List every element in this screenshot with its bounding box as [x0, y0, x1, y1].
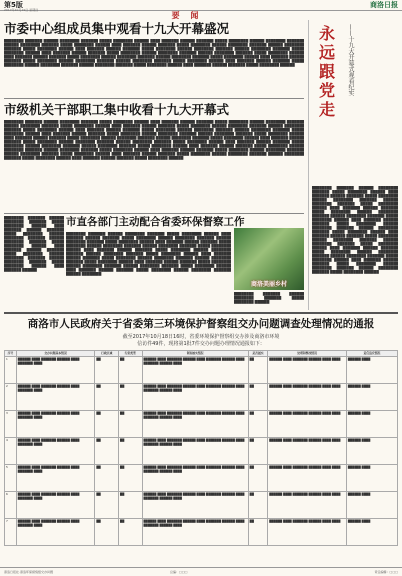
article-3-side-text: ████████ ███████ ██████ ████████ ███████ █████ ████████ ██████ ████ ███████ ██████ ███████ █████ ████████ ██████ ████████ ███████ ██████ ████████ ███████ █████ ████████ ██████ ████ ███████ ██████ ███████ █████ ████████ ██████ ████████ ███████ ██████ ████████ ███████ █████ ████████ ██████ ████ ███████ ██████ — [4, 216, 64, 272]
th-accountability: 责任追究情况 — [346, 351, 397, 357]
article-2-title: 市级机关干部职工集中收看十九大开幕式 — [4, 102, 230, 117]
sidebar-char: 远 — [318, 43, 335, 62]
divider — [4, 213, 304, 214]
date-line: 2017年10月19日 星期四 — [4, 8, 39, 12]
article-3-title: 市直各部门主动配合省委环保督察工作 — [66, 216, 245, 228]
sidebar-body: ████████ ███████ ██████ ████████ ███████ █████ ████████ ██████ ████ ███████ ██████ ███████ █████ ████████ ██████ ████████ ███████ ██████ ████████ ███████ █████ ████████ ██████ ████ ███████ ██████ ███████ █████ ████████ ██████ ████████ ███████ ██████ ████████ ███████ █████ ████████ ██████ ████ ███████ ██████ ███████ █████ ████████ ██████ ████████ ███████ ██████ ████████ ███████ █████ ████████ ██████ ████ ███████ ██████ ███████ █████ ████████ ██████ ████████ ███████ ██████ ████████ ███████ █████ ████████ ██████ ████ ███████ ██████ ███████ █████ ████████ ██████ ████████ ███████ ██████ ████████ ███████ █████ ████████ ██████ ████ ███████ ██████ ███████ █████ ████████ ██████ ████████ ███████ ██████ ████████ ███████ █████ ████████ ██████ — [312, 186, 398, 274]
table-row: 7 ██████ ████ ███████ ██████ ████ ███████ ████ ██ ██ ██████ ████ ███████ ██████ ████ ███████ ██████ ████ ███████ ██████ ████ ██ ██████ ████ ███████ ██████ ████ ████ ██████ ████ — [5, 519, 398, 546]
newspaper-logo: 商洛日报 — [370, 0, 398, 9]
table-row: 4 ██████ ████ ███████ ██████ ████ ███████ ████ ██ ██ ██████ ████ ███████ ██████ ████ ███████ ██████ ████ ███████ ██████ ████ ██ ██████ ████ ███████ ██████ ████ ████ ██████ ████ — [5, 438, 398, 465]
news-photo — [234, 228, 304, 290]
case-table — [4, 350, 398, 565]
th-index: 序号 — [5, 351, 17, 357]
sidebar-char: 跟 — [318, 62, 335, 81]
footer-right: 责任编辑：□□□ — [374, 570, 398, 574]
article-3-body: ████████ ███████ ██████ ████████ ███████ █████ ████████ ██████ ████ ███████ ██████ ███████ █████ ████████ ██████ ████████ ███████ ██████ ████████ ███████ █████ ████████ ██████ ████ ███████ ██████ ███████ █████ ████████ ██████ ████████ ███████ ██████ ████████ ███████ █████ ████████ ██████ ████ ███████ ██████ ███████ █████ ████████ ██████ ████████ ███████ ██████ ████████ ███████ █████ ████████ ██████ ████ ███████ ██████ ███████ █████ ████████ ██████ ████████ ███████ ██████ ████████ ███████ █████ ████████ ██████ ████ ███████ ██████ ███████ █████ ████████ ██████ ████████ ███████ ██████ ████████ ███████ █████ ████████ ██████ ████ ███████ ██████ ███████ █████ ████████ ██████ ████████ ███████ ██████ ████████ — [66, 232, 231, 276]
article-2-body: ████████ ███████ ██████ ████████ ███████ █████ ████████ ██████ ████ ███████ ██████ ███████ █████ ████████ ██████ ████████ ███████ ██████ ████████ ███████ █████ ████████ ██████ ████ ███████ ██████ ███████ █████ ████████ ██████ ████████ ███████ ██████ ████████ ███████ █████ ████████ ██████ ████ ███████ ██████ ███████ █████ ████████ ██████ ████████ ███████ ██████ ████████ ███████ █████ ████████ ██████ ████ ███████ ██████ ███████ █████ ████████ ██████ ████████ ███████ ██████ ████████ ███████ █████ ████████ ██████ ████ ███████ ██████ ███████ █████ ████████ ██████ ████████ ███████ ██████ ████████ ███████ █████ ████████ ██████ ████ ███████ ██████ ███████ █████ ████████ ██████ ████████ ███████ ██████ ████████ ███████ █████ ████████ ██████ ████ ███████ ██████ ███████ █████ ████████ ██████ ████████ ███████ ██████ ████████ ███████ █████ ████████ ██████ ████ ███████ ██████ ███████ █████ ████████ ██████ ████████ ███████ ██████ ████████ ███████ █████ ████████ ██████ ████ ███████ ██████ ███████ █████ ████████ ██████ ████████ ███████ ██████ ████████ ███████ █████ ████████ ██████ ████ ███████ ██████ ███████ █████ ████████ ██████ ████████ ███████ ██████ ████████ ███████ █████ ████████ ██████ ████ ███████ ██████ ███████ █████ ████████ ██████ — [4, 120, 304, 160]
th-problem: 交办问题基本情况 — [16, 351, 95, 357]
notice-subtitle-2: 信访件49件，现将第1批7件交办问题办理情况通报如下： — [137, 341, 265, 347]
footer-left: 商洛日报社·商洛环保督察组交办问题 — [4, 570, 53, 574]
article-1-title: 市委中心组成员集中观看十九大开幕盛况 — [4, 21, 230, 36]
footer-center: 总编：□□□ — [170, 570, 188, 574]
th-type: 污染类型 — [118, 351, 142, 357]
divider — [4, 312, 398, 314]
page-number: 第5版 — [4, 1, 23, 9]
table-row: 6 ██████ ████ ███████ ██████ ████ ███████ ████ ██ ██ ██████ ████ ███████ ██████ ████ ███████ ██████ ████ ███████ ██████ ████ ██ ██████ ████ ███████ ██████ ████ ████ ██████ ████ — [5, 492, 398, 519]
photo-caption: 商洛美丽乡村 — [250, 281, 287, 288]
section-tag: 要 闻 — [171, 11, 203, 20]
notice-subtitle: 截至2017年10月18日16时，省委环境保护督察组交办涉及商洛市环境 — [122, 334, 280, 340]
table-row: 1 ██████ ████ ███████ ██████ ████ ███████ ████ ██ ██ ██████ ████ ███████ ██████ ████ ███████ ██████ ████ ███████ ██████ ████ ██ ██████ ████ ███████ ██████ ████ ████ ██████ ████ — [5, 357, 398, 384]
sidebar-char: 党 — [318, 81, 335, 100]
th-region: 行政区域 — [95, 351, 119, 357]
th-handling: 处理和整改情况 — [268, 351, 347, 357]
th-investigation: 调查核实情况 — [142, 351, 248, 357]
sidebar-subtitle: ——十九大开幕式观看纪实 — [347, 24, 354, 96]
table-row: 2 ██████ ████ ███████ ██████ ████ ███████ ████ ██ ██ ██████ ████ ███████ ██████ ████ ███████ ██████ ████ ███████ ██████ ████ ██ ██████ ████ ███████ ██████ ████ ████ ██████ ████ — [5, 384, 398, 411]
table-row: 5 ██████ ████ ███████ ██████ ████ ███████ ████ ██ ██ ██████ ████ ███████ ██████ ████ ███████ ██████ ████ ███████ ██████ ████ ██ ██████ ████ ███████ ██████ ████ ████ ██████ ████ — [5, 465, 398, 492]
sidebar-title — [312, 24, 342, 184]
article-1-body: ████████ ███████ ██████ ████████ ███████ █████ ████████ ██████ ████ ███████ ██████ ███████ █████ ████████ ██████ ████████ ███████ ██████ ████████ ███████ █████ ████████ ██████ ████ ███████ ██████ ███████ █████ ████████ ██████ ████████ ███████ ██████ ████████ ███████ █████ ████████ ██████ ████ ███████ ██████ ███████ █████ ████████ ██████ ████████ ███████ ██████ ████████ ███████ █████ ████████ ██████ ████ ███████ ██████ ███████ █████ ████████ ██████ ████████ ███████ ██████ ████████ ███████ █████ ████████ ██████ ████ ███████ ██████ ███████ █████ ████████ ██████ ████████ ███████ ██████ ████████ ███████ █████ ████████ ██████ ████ ███████ ██████ ███████ █████ ████████ ██████ ████████ ███████ ██████ ████████ ███████ █████ ████████ ██████ ████ ███████ ██████ ███████ █████ ████████ ██████ ████████ ███████ ██████ ████████ ███████ █████ ████████ ██████ ████ ███████ ██████ ███████ █████ ████████ ██████ — [4, 39, 304, 67]
divider — [4, 98, 304, 99]
photo-description: ████████ ███████ ██████ ████████ ███████ █████ ████████ ██████ — [234, 292, 304, 304]
th-verified: 是否属实 — [248, 351, 268, 357]
notice-title: 商洛市人民政府关于省委第三环境保护督察组交办问题调查处理情况的通报 — [27, 318, 375, 330]
sidebar-char: 永 — [318, 24, 335, 43]
table-row: 3 ██████ ████ ███████ ██████ ████ ███████ ████ ██ ██ ██████ ████ ███████ ██████ ████ ███████ ██████ ████ ███████ ██████ ████ ██ ██████ ████ ███████ ██████ ████ ████ ██████ ████ — [5, 411, 398, 438]
sidebar-char: 走 — [318, 100, 335, 119]
